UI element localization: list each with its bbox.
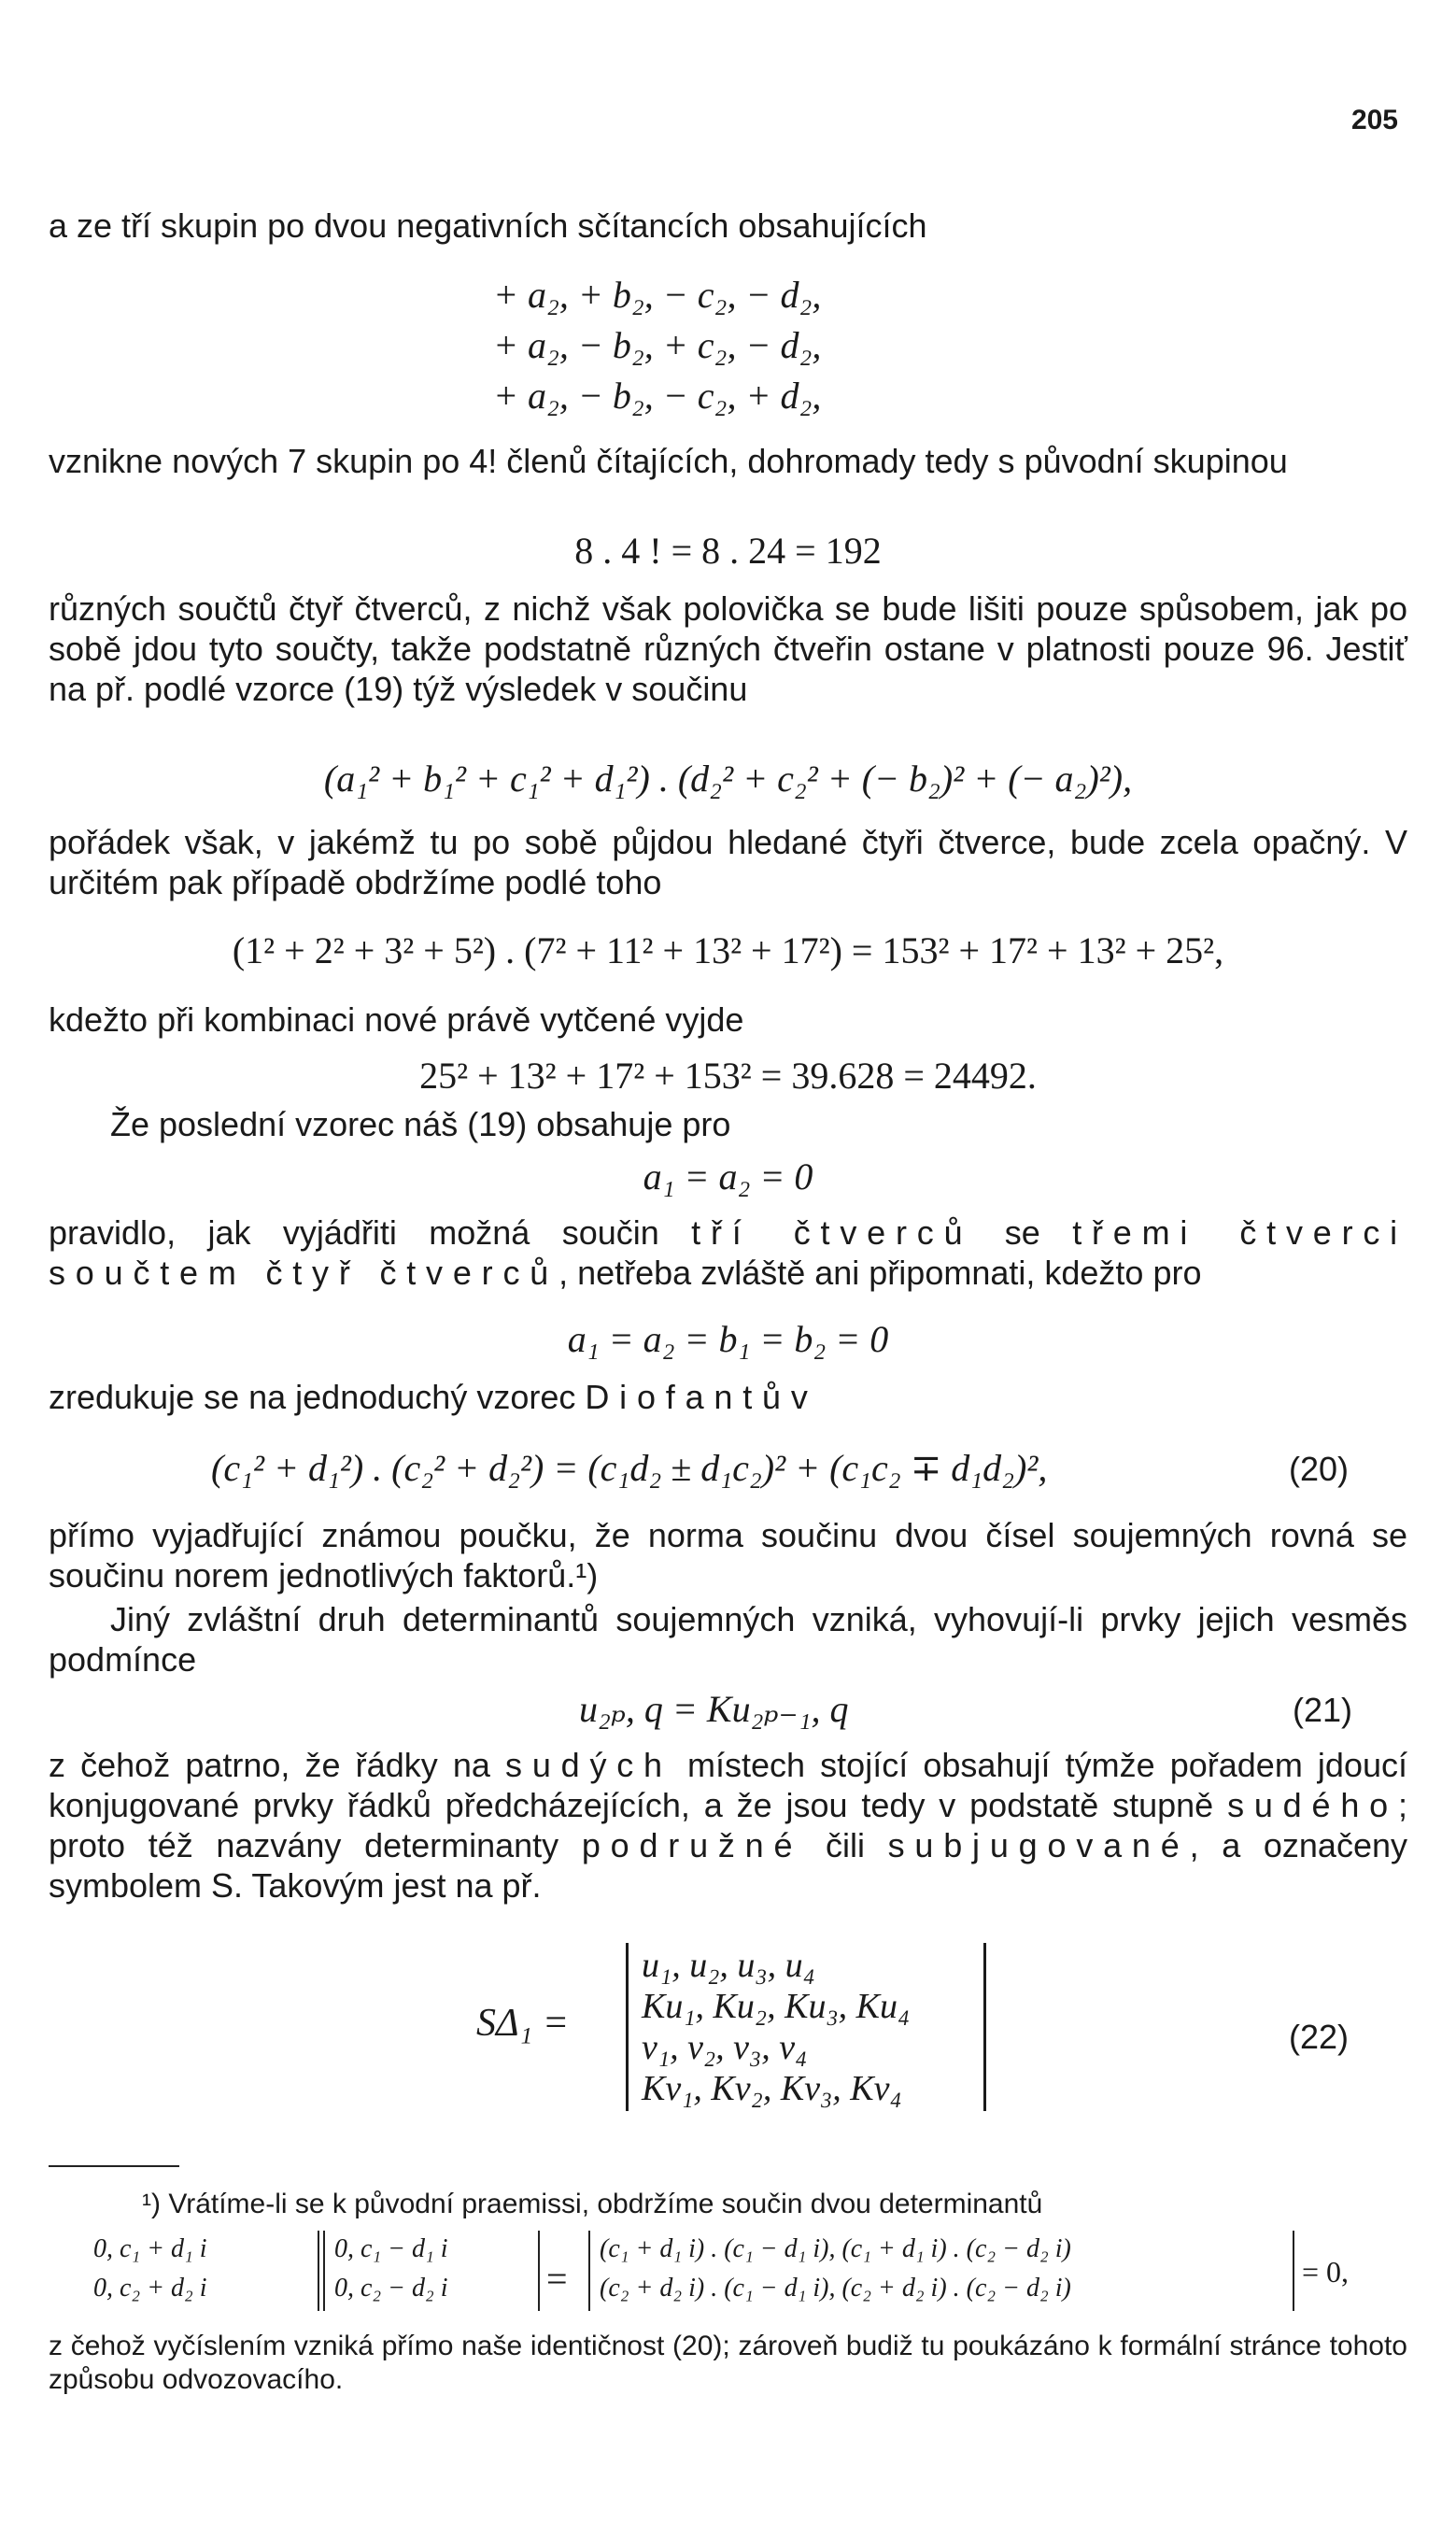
footnote-det-left — [84, 2231, 319, 2311]
det-row-2: Ku₁, Ku₂, Ku₃, Ku₄ — [642, 1987, 911, 2026]
text-p7a: pravidlo, jak vyjádřiti možná součin — [49, 1213, 692, 1252]
text-p11e: ; proto též nazvány determinanty — [49, 1786, 1407, 1864]
text-p7d: třemi čtverci součtem čtyř čtverců — [49, 1213, 1407, 1292]
paragraph-2: vznikne nových 7 skupin po 4! členů čítajících, dohromady tedy s původní skupinou — [49, 442, 1288, 480]
fn-det-left-row-1: 0, c₁ + d₁ i — [93, 2234, 207, 2263]
equation-20-number: (20) — [1289, 1450, 1350, 1488]
text-p11i: , a označeny symbolem S. Takovým jest na př. — [49, 1826, 1407, 1905]
page-number: 205 — [1350, 105, 1398, 135]
paragraph-8 — [49, 1377, 1407, 1417]
footnote-2: z čehož vyčíslením vzniká přímo naše identičnost (20); zároveň budiž tu poukázáno k formální stránce tohoto způsobu odvozovacího. — [49, 2331, 1407, 2395]
equation-count: 8 . 4 ! = 8 . 24 = 192 — [574, 530, 882, 572]
equation-ab: a₁ = a₂ = b₁ = b₂ = 0 — [567, 1318, 889, 1360]
equation-numeric-1: (1² + 2² + 3² + 5²) . (7² + 11² + 13² + 17²) = 153² + 17² + 13² + 25², — [232, 929, 1224, 971]
equation-20: (c₁² + d₁²) . (c₂² + d₂²) = (c₁d₂ ± d₁c₂)² + (c₁c₂ ∓ d₁d₂)², — [211, 1447, 1048, 1489]
equation-22-number: (22) — [1289, 2018, 1350, 2056]
paragraph-1 — [49, 206, 1407, 246]
text-p11f: podružné — [581, 1826, 803, 1864]
text-p1: a ze tří skupin po dvou negativních sčítancích obsahujících — [49, 206, 927, 245]
equation-product: (a₁² + b₁² + c₁² + d₁²) . (d₂² + c₂² + (− b₂)² + (− a₂)²), — [323, 758, 1133, 800]
equation-numeric-2: 25² + 13² + 17² + 153² = 39.628 = 24492. — [419, 1055, 1037, 1097]
equation-a: a₁ = a₂ = 0 — [643, 1155, 813, 1198]
paragraph-11 — [49, 1745, 1407, 1906]
paragraph-5: kdežto při kombinaci nové právě vytčené vyjde — [49, 1000, 744, 1039]
fn-det-mid-row-2: 0, c₂ − d₂ i — [334, 2274, 448, 2303]
paragraph-7 — [49, 1212, 1407, 1293]
paragraph-10: Jiný zvláštní druh determinantů soujemných vzniká, vyhovují-li prvky jejich vesměs podmínce — [49, 1600, 1407, 1679]
determinant-22 — [626, 1943, 986, 2111]
text-p7b: tří čtverců — [691, 1213, 973, 1252]
footnote-det-right — [588, 2231, 1294, 2311]
det-row-3: v₁, v₂, v₃, v₄ — [642, 2028, 808, 2067]
equation-21: u₂ₚ, q = Ku₂ₚ₋₁, q — [579, 1688, 849, 1730]
text-p11d: sudého — [1227, 1786, 1398, 1824]
text-p11g: čili — [802, 1826, 888, 1864]
neg-row-2: + a₂, − b₂, + c₂, − d₂, — [493, 324, 822, 366]
fn-det-right-row-2: (c₂ + d₂ i) . (c₁ − d₁ i), (c₂ + d₂ i) . (c₂ − d₂ i) — [600, 2274, 1071, 2303]
footnote-1: ¹) Vrátíme-li se k původní praemissi, obdržíme součin dvou determinantů — [142, 2189, 1043, 2219]
fn-det-right-row-1: (c₁ + d₁ i) . (c₁ − d₁ i), (c₁ + d₁ i) . (c₂ − d₂ i) — [600, 2234, 1071, 2263]
paragraph-3: různých součtů čtyř čtverců, z nichž však polovička se bude lišiti pouze spůsobem, jak po sobě jdou tyto součty, takže podstatně různých čtveřin ostane v platnosti pouze 96. Jestiť na př. podlé vzorce (19) týž výsledek v součinu — [49, 589, 1407, 708]
text-p8a: zredukuje se na jednoduchý vzorec — [49, 1378, 586, 1416]
equation-21-number: (21) — [1293, 1691, 1353, 1729]
footnote-equals: = — [546, 2258, 568, 2300]
det-row-4: Kv₁, Kv₂, Kv₃, Kv₄ — [642, 2069, 902, 2108]
paragraph-6: Že poslední vzorec náš (19) obsahuje pro — [110, 1105, 731, 1143]
footnote-rule — [49, 2165, 179, 2167]
text-p8b: Diofantův — [585, 1378, 818, 1416]
text-p11c: místech stojící obsahují týmže pořadem jdoucí konjugované prvky řádků předcházejících, a že jsou tedy v podstatě stupně — [49, 1746, 1407, 1824]
fn-det-mid-row-1: 0, c₁ − d₁ i — [334, 2234, 448, 2263]
text-p7e: , netřeba zvláště ani připomnati, kdežto pro — [558, 1254, 1202, 1292]
neg-row-1: + a₂, + b₂, − c₂, − d₂, — [493, 274, 822, 316]
footnote-eq-zero: = 0, — [1302, 2255, 1350, 2289]
det-row-1: u₁, u₂, u₃, u₄ — [642, 1946, 815, 1985]
paragraph-4: pořádek však, v jakémž tu po sobě půjdou hledané čtyři čtverce, bude zcela opačný. V určitém pak případě obdržíme podlé toho — [49, 823, 1407, 901]
determinant-label: SΔ₁ = — [476, 2002, 570, 2045]
text-p11h: subjugované — [887, 1826, 1190, 1864]
text-p7c: se — [972, 1213, 1073, 1252]
text-p11b: sudých — [505, 1746, 672, 1784]
fn-det-left-row-2: 0, c₂ + d₂ i — [93, 2274, 207, 2303]
text-p11a: z čehož patrno, že řádky na — [49, 1746, 506, 1784]
neg-row-3: + a₂, − b₂, − c₂, + d₂, — [493, 375, 822, 417]
footnote-det-mid — [323, 2231, 540, 2311]
paragraph-9: přímo vyjadřující známou poučku, že norma součinu dvou čísel soujemných rovná se součinu norem jednotlivých faktorů.¹) — [49, 1516, 1407, 1594]
